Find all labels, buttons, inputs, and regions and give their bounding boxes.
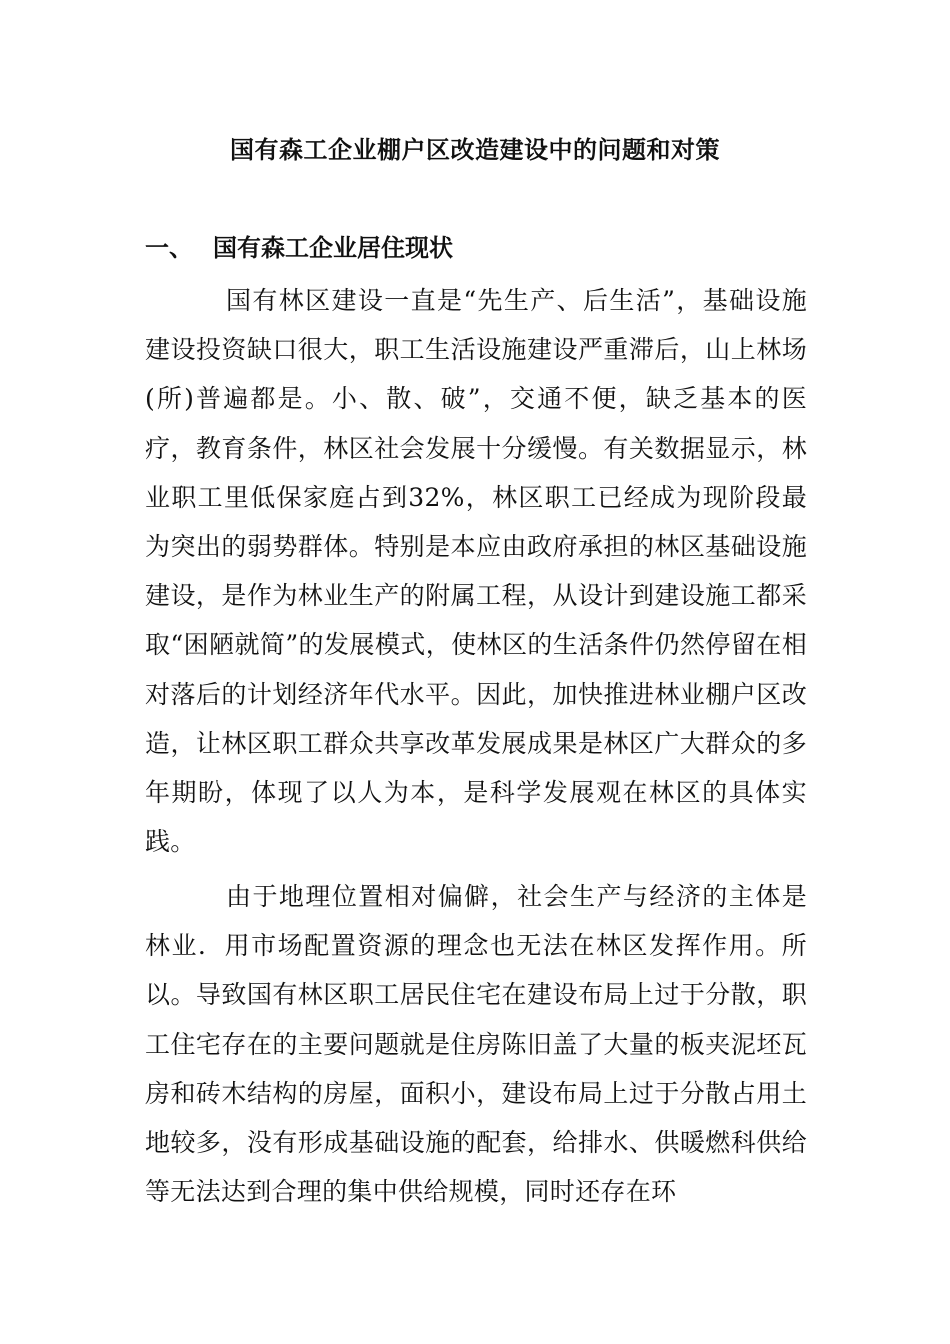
section-heading [145, 228, 805, 268]
document-title: 国有森工企业棚户区改造建设中的问题和对策 [230, 135, 720, 164]
body-paragraph: 国有林区建设一直是“先生产、后生活”，基础设施建设投资缺口很大，职工生活设施建设严重滞后，山上林场(所)普遍都是。小、散、破”，交通不便，缺乏基本的医疗，教育条件，林区社会发展十分缓慢。有关数据显示，林业职工里低保家庭占到32%，林区职工已经成为现阶段最为突出的弱势群体。特别是本应由政府承担的林区基础设施建设，是作为林业生产的附属工程，从设计到建设施工都采取“困陋就简”的发展模式，使林区的生活条件仍然停留在相对落后的计划经济年代水平。因此，加快推进林业棚户区改造，让林区职工群众共享改革发展成果是林区广大群众的多年期盼，体现了以人为本，是科学发展观在林区的具体实践。 [145, 286, 807, 857]
section-number: 一、 [145, 233, 193, 262]
section-heading-text: 国有森工企业居住现状 [213, 233, 453, 262]
body-paragraph: 由于地理位置相对偏僻，社会生产与经济的主体是林业．用市场配置资源的理念也无法在林区发挥作用。所以。导致国有林区职工居民住宅在建设布局上过于分散，职工住宅存在的主要问题就是住房陈旧盖了大量的板夹泥坯瓦房和砖木结构的房屋，面积小，建设布局上过于分散占用土地较多，没有形成基础设施的配套，给排水、供暖燃科供给等无法达到合理的集中供给规模，同时还存在环 [145, 882, 807, 1207]
